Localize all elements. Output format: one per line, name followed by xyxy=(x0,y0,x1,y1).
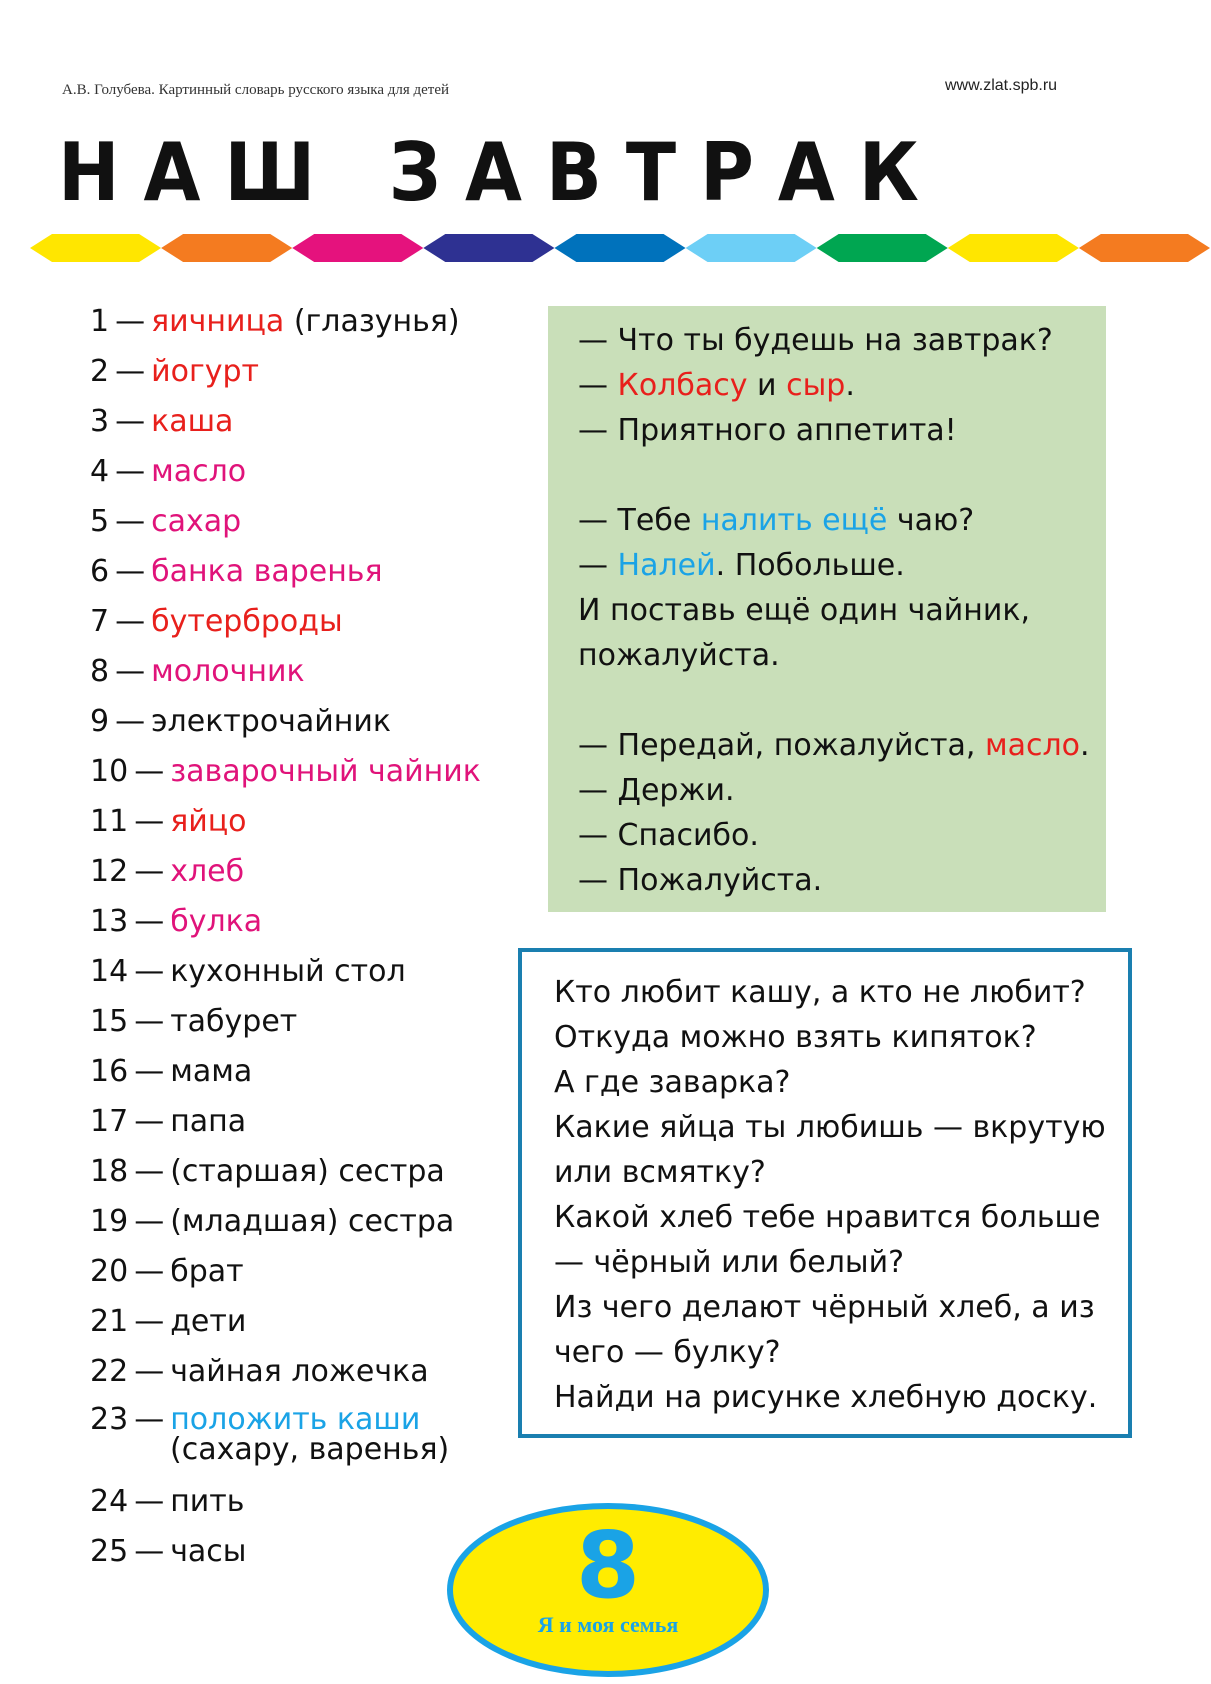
strip-segment xyxy=(686,234,817,262)
dialog-line xyxy=(578,318,1106,363)
vocab-text: (старшая) сестра xyxy=(170,1154,445,1189)
dialog-gap xyxy=(578,678,1106,723)
dash: — xyxy=(134,854,165,889)
vocab-text: табурет xyxy=(170,1004,298,1039)
vocab-number: 16 xyxy=(90,1054,129,1089)
vocab-item xyxy=(90,897,481,947)
dialog-line xyxy=(578,498,1106,543)
dash: — xyxy=(115,454,146,489)
dialog-text: — Приятного аппетита! xyxy=(578,413,957,448)
dash: — xyxy=(134,804,165,839)
vocab-text: (глазунья) xyxy=(284,304,460,339)
vocab-word: булка xyxy=(170,904,263,939)
dialog-highlight: масло xyxy=(984,728,1081,763)
vocab-item xyxy=(90,497,481,547)
dialog-line xyxy=(578,543,1106,588)
vocab-item xyxy=(90,1047,481,1097)
dash: — xyxy=(134,1534,165,1569)
dialog-text: — xyxy=(578,548,618,583)
vocab-word: масло xyxy=(151,454,247,489)
dash: — xyxy=(134,1154,165,1189)
vocab-text: дети xyxy=(170,1304,247,1339)
vocab-number: 21 xyxy=(90,1304,129,1339)
vocab-item xyxy=(90,547,481,597)
vocab-item xyxy=(90,1347,481,1397)
vocab-number: 17 xyxy=(90,1104,129,1139)
dialog-highlight: сыр xyxy=(786,368,846,403)
vocab-item xyxy=(90,797,481,847)
vocab-subtext: (сахару, варенья) xyxy=(170,1432,450,1467)
dash: — xyxy=(134,1104,165,1139)
dash: — xyxy=(115,354,146,389)
vocab-number: 4 xyxy=(90,454,110,489)
vocab-text: папа xyxy=(170,1104,247,1139)
dialog-text: — xyxy=(578,368,618,403)
dash: — xyxy=(134,1354,165,1389)
dialog-text: — Тебе xyxy=(578,503,701,538)
dialog-line xyxy=(578,768,1106,813)
vocab-word: положить каши xyxy=(170,1402,421,1437)
vocab-text: мама xyxy=(170,1054,253,1089)
dialog-highlight: Налей xyxy=(617,548,716,583)
question-line: Из чего делают чёрный хлеб, а из xyxy=(554,1290,1095,1325)
vocab-word: заварочный чайник xyxy=(170,754,481,789)
vocab-item xyxy=(90,1197,481,1247)
vocab-number: 24 xyxy=(90,1484,129,1519)
dash: — xyxy=(134,1304,165,1339)
dash: — xyxy=(115,304,146,339)
strip-segment xyxy=(1079,234,1210,262)
vocab-number: 2 xyxy=(90,354,110,389)
dash: — xyxy=(134,1054,165,1089)
dash: — xyxy=(115,504,146,539)
vocab-number: 13 xyxy=(90,904,129,939)
vocab-item xyxy=(90,1097,481,1147)
question-line: — чёрный или белый? xyxy=(554,1245,905,1280)
vocab-item xyxy=(90,947,481,997)
question-line: или всмятку? xyxy=(554,1155,766,1190)
vocab-word: банка варенья xyxy=(151,554,383,589)
dialog-line xyxy=(578,633,1106,678)
vocab-number: 10 xyxy=(90,754,129,789)
vocab-item xyxy=(90,397,481,447)
dash: — xyxy=(134,904,165,939)
vocab-number: 3 xyxy=(90,404,110,439)
dialog-text: — Что ты будешь на завтрак? xyxy=(578,323,1053,358)
strip-segment xyxy=(292,234,423,262)
vocab-number: 18 xyxy=(90,1154,129,1189)
dialog-line xyxy=(578,858,1106,903)
dialog-line xyxy=(578,363,1106,408)
question-line: чего — булку? xyxy=(554,1335,781,1370)
vocab-text: чайная ложечка xyxy=(170,1354,429,1389)
dialog-text: — Пожалуйста. xyxy=(578,863,823,898)
dialog-text: . xyxy=(1080,728,1090,763)
vocab-word: бутерброды xyxy=(151,604,343,639)
vocab-item xyxy=(90,747,481,797)
vocab-text: электрочайник xyxy=(151,704,392,739)
dialog-text: . Побольше. xyxy=(715,548,905,583)
strip-segment xyxy=(817,234,948,262)
vocab-item xyxy=(90,997,481,1047)
vocab-number: 7 xyxy=(90,604,110,639)
vocab-number: 5 xyxy=(90,504,110,539)
vocab-item xyxy=(90,697,481,747)
vocab-text: кухонный стол xyxy=(170,954,406,989)
vocab-number: 6 xyxy=(90,554,110,589)
page-number: 8 xyxy=(575,1512,640,1619)
dialog-text: чаю? xyxy=(887,503,975,538)
dash: — xyxy=(134,754,165,789)
vocab-item xyxy=(90,1527,481,1577)
dialog-line xyxy=(578,813,1106,858)
dialog-highlight: Колбасу xyxy=(617,368,748,403)
dash: — xyxy=(134,1402,165,1437)
vocab-word: яйцо xyxy=(170,804,247,839)
vocab-word: молочник xyxy=(151,654,305,689)
vocab-number: 25 xyxy=(90,1534,129,1569)
strip-segment xyxy=(948,234,1079,262)
vocab-text: часы xyxy=(170,1534,247,1569)
website-link[interactable]: www.zlat.spb.ru xyxy=(945,77,1058,94)
dialog-text: . xyxy=(845,368,855,403)
vocab-item xyxy=(90,297,481,347)
dash: — xyxy=(115,404,146,439)
section-badge xyxy=(446,1502,770,1678)
vocab-number: 14 xyxy=(90,954,129,989)
dialog-text: и xyxy=(747,368,787,403)
vocab-item xyxy=(90,347,481,397)
vocab-number: 22 xyxy=(90,1354,129,1389)
question-line: Какие яйца ты любишь — вкрутую xyxy=(554,1110,1106,1145)
vocab-item xyxy=(90,847,481,897)
dialog-text: — Спасибо. xyxy=(578,818,759,853)
dash: — xyxy=(134,1484,165,1519)
vocab-item xyxy=(90,447,481,497)
dialog-text: — Держи. xyxy=(578,773,735,808)
vocab-number: 23 xyxy=(90,1402,129,1437)
vocab-number: 19 xyxy=(90,1204,129,1239)
vocab-number: 9 xyxy=(90,704,110,739)
dash: — xyxy=(134,954,165,989)
question-line: Найди на рисунке хлебную доску. xyxy=(554,1380,1098,1415)
vocab-item xyxy=(90,1397,481,1477)
vocab-item xyxy=(90,1297,481,1347)
vocab-item xyxy=(90,1247,481,1297)
vocab-item xyxy=(90,647,481,697)
question-line: Кто любит кашу, а кто не любит? xyxy=(554,975,1086,1010)
questions-box xyxy=(518,948,1132,1438)
dash: — xyxy=(134,1254,165,1289)
dash: — xyxy=(115,554,146,589)
vocab-item xyxy=(90,597,481,647)
dash: — xyxy=(134,1204,165,1239)
strip-segment xyxy=(423,234,554,262)
vocab-text: брат xyxy=(170,1254,244,1289)
vocabulary-list xyxy=(90,297,481,1577)
vocab-text: пить xyxy=(170,1484,245,1519)
vocab-word: каша xyxy=(151,404,234,439)
dash: — xyxy=(115,704,146,739)
strip-segment xyxy=(30,234,161,262)
vocab-word: хлеб xyxy=(170,854,245,889)
book-credit: А.В. Голубева. Картинный словарь русского языка для детей xyxy=(62,82,450,98)
vocab-item xyxy=(90,1147,481,1197)
vocab-number: 20 xyxy=(90,1254,129,1289)
vocab-number: 1 xyxy=(90,304,110,339)
strip-segment xyxy=(554,234,685,262)
dash: — xyxy=(134,1004,165,1039)
dialog-line xyxy=(578,723,1106,768)
dialog-text: пожалуйста. xyxy=(578,638,780,673)
vocab-word: йогурт xyxy=(151,354,259,389)
vocab-word: сахар xyxy=(151,504,242,539)
vocab-number: 11 xyxy=(90,804,129,839)
badge-caption: Я и моя семья xyxy=(537,1612,679,1637)
vocab-word: яичница xyxy=(151,304,285,339)
dash: — xyxy=(115,654,146,689)
page-title: НАШ ЗАВТРАК xyxy=(58,126,943,219)
question-line: А где заварка? xyxy=(554,1065,791,1100)
color-strip xyxy=(30,232,1210,264)
strip-segment xyxy=(161,234,292,262)
vocab-number: 12 xyxy=(90,854,129,889)
dialog-highlight: налить ещё xyxy=(700,503,888,538)
vocab-text: (младшая) сестра xyxy=(170,1204,455,1239)
dialog-text: И поставь ещё один чайник, xyxy=(578,593,1031,628)
question-line: Откуда можно взять кипяток? xyxy=(554,1020,1037,1055)
question-line: Какой хлеб тебе нравится больше xyxy=(554,1200,1101,1235)
dialog-box xyxy=(548,306,1106,912)
dialog-gap xyxy=(578,453,1106,498)
vocab-number: 15 xyxy=(90,1004,129,1039)
vocab-item xyxy=(90,1477,481,1527)
dash: — xyxy=(115,604,146,639)
dialog-line xyxy=(578,588,1106,633)
vocab-number: 8 xyxy=(90,654,110,689)
dialog-text: — Передай, пожалуйста, xyxy=(578,728,985,763)
dialog-line xyxy=(578,408,1106,453)
